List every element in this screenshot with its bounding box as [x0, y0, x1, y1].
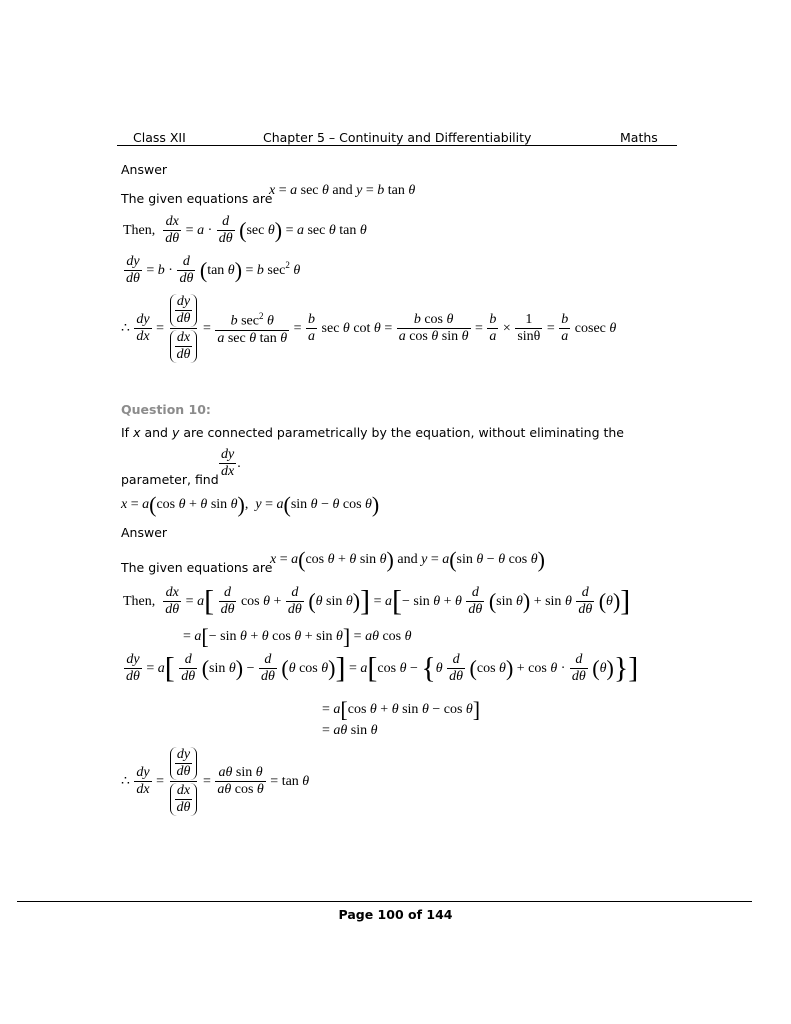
dx-dtheta-simplified: = a[− sin θ + θ cos θ + sin θ] = aθ cos θ — [183, 624, 412, 649]
page-number: Page 100 of 144 — [338, 907, 453, 922]
question-text — [121, 425, 624, 440]
answer-label-2: Answer — [121, 525, 168, 540]
question-text-x: x — [133, 425, 141, 440]
dy-dtheta-simplified-1: = a[cos θ + θ sin θ − cos θ] — [322, 697, 481, 722]
dy-dx-result-equation: ∴ $\frac{dy}{dx}$ = $\frac{dy}{d\theta}$ $\frac{dx}{d\theta}$ = $\frac{b \sec^2 \theta}{\text{a sec θ tan θ}}$ = $\frac{b}{a}$ sec θ cot θ = $\frac{\text{b cos θ}}{\text{a cos θ sin θ}}$ = $\frac{b}{a}$ × $\frac{1}{\sin\theta}$ = $\frac{b}{a}$ cosec θ — [121, 294, 617, 363]
dy-dtheta-simplified-2: = aθ sin θ — [322, 723, 378, 738]
dy-dtheta-equation: $\frac{dy}{d\theta}$ = b · $\frac{d}{d\theta}$ (tan θ) = b $\sec^2 \theta$ — [126, 254, 301, 287]
given-equations-text-2: The given equations are — [121, 560, 273, 575]
header-rule — [117, 145, 677, 146]
question-text-pre: If — [121, 425, 134, 440]
question-text-y: y — [171, 425, 180, 440]
dy-dx-result-equation-2: ∴ $\frac{dy}{dx}$ = $\frac{dy}{d\theta}$ $\frac{dx}{d\theta}$ = $\frac{\text{aθ sin θ}}{\text{aθ cos θ}}$ = tan θ — [121, 747, 310, 816]
question-title: Question 10: — [121, 402, 211, 417]
footer-rule — [17, 901, 752, 902]
question-equation-math: x = a(cos θ + θ sin θ), y = a(sin θ − θ cos θ) — [121, 492, 380, 517]
find-dy-dx-math: $\frac{dy}{dx}$ . — [221, 447, 241, 480]
parameter-text: parameter, find — [121, 472, 219, 487]
question-text-post: are connected parametrically by the equation, without eliminating the — [179, 425, 624, 440]
answer-label: Answer — [121, 162, 168, 177]
given-equations-math: x = a sec θ and y = b tan θ — [269, 183, 416, 198]
dx-dtheta-equation: Then, $\frac{dx}{d\theta}$ = a · $\frac{d}{d\theta}$ (sec θ) = a sec θ tan θ — [123, 214, 367, 247]
question-text-mid: and — [140, 425, 172, 440]
header-class: Class XII — [133, 130, 186, 145]
dy-dtheta-equation-2: $\frac{dy}{d\theta}$ = a[ $\frac{d}{d\theta}$ (sin θ) − $\frac{d}{d\theta}$ (θ cos θ)] = a[cos θ − {θ $\frac{d}{d\theta}$ (cos θ) + cos θ · $\frac{d}{d\theta}$ (θ)}] — [126, 651, 639, 685]
header-chapter: Chapter 5 – Continuity and Differentiability — [263, 130, 532, 145]
header-subject: Maths — [620, 130, 658, 145]
given-equations-math-2: x = a(cos θ + θ sin θ) and y = a(sin θ − θ cos θ) — [270, 547, 545, 572]
given-equations-text: The given equations are — [121, 191, 273, 206]
dx-dtheta-equation-2: Then, $\frac{dx}{d\theta}$ = a[ $\frac{d}{d\theta}$ cos θ + $\frac{d}{d\theta}$ (θ sin θ)] = a[− sin θ + θ $\frac{d}{d\theta}$ (sin θ) + sin θ $\frac{d}{d\theta}$ (θ)] — [123, 584, 631, 618]
